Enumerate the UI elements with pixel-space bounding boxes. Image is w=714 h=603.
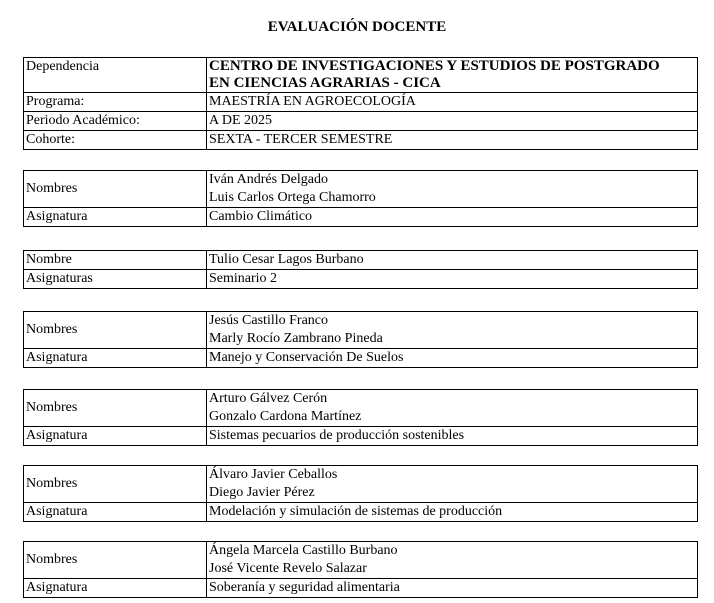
subject-row bbox=[24, 270, 698, 289]
subject-row bbox=[24, 579, 698, 598]
names-row bbox=[24, 171, 698, 208]
programa-row bbox=[24, 93, 698, 112]
names-value bbox=[207, 312, 698, 349]
teacher-name: Tulio Cesar Lagos Burbano bbox=[209, 252, 364, 267]
teacher-name: Luis Carlos Ortega Chamorro bbox=[209, 190, 376, 205]
teacher-name: Arturo Gálvez Cerón bbox=[209, 391, 328, 406]
subject-label: Asignatura bbox=[24, 208, 207, 227]
subject-value: Manejo y Conservación De Suelos bbox=[207, 349, 698, 368]
subject-value: Modelación y simulación de sistemas de producción bbox=[207, 503, 698, 522]
dependencia-label: Dependencia bbox=[24, 58, 207, 93]
subject-label: Asignatura bbox=[24, 349, 207, 368]
names-row bbox=[24, 251, 698, 270]
names-label: Nombres bbox=[24, 390, 207, 427]
names-label: Nombre bbox=[24, 251, 207, 270]
header-table bbox=[23, 57, 698, 150]
subject-row bbox=[24, 349, 698, 368]
cohorte-label: Cohorte: bbox=[24, 131, 207, 150]
periodo-row bbox=[24, 112, 698, 131]
names-value bbox=[207, 542, 698, 579]
names-row bbox=[24, 312, 698, 349]
subject-value: Cambio Climático bbox=[207, 208, 698, 227]
teacher-name: Diego Javier Pérez bbox=[209, 485, 315, 500]
teacher-name: Ángela Marcela Castillo Burbano bbox=[209, 543, 398, 558]
subject-row bbox=[24, 503, 698, 522]
teacher-name: Gonzalo Cardona Martínez bbox=[209, 409, 362, 424]
subject-row bbox=[24, 208, 698, 227]
dependencia-row bbox=[24, 58, 698, 93]
teacher-name: José Vicente Revelo Salazar bbox=[209, 561, 367, 576]
programa-label: Programa: bbox=[24, 93, 207, 112]
teacher-name: Álvaro Javier Ceballos bbox=[209, 467, 338, 482]
cohorte-value: SEXTA - TERCER SEMESTRE bbox=[207, 131, 698, 150]
names-label: Nombres bbox=[24, 171, 207, 208]
teacher-block bbox=[23, 465, 698, 522]
cohorte-row bbox=[24, 131, 698, 150]
subject-label: Asignaturas bbox=[24, 270, 207, 289]
names-label: Nombres bbox=[24, 542, 207, 579]
dependencia-value-line-1: CENTRO DE INVESTIGACIONES Y ESTUDIOS DE POSTGRADO bbox=[209, 58, 660, 74]
document-title: EVALUACIÓN DOCENTE bbox=[267, 19, 447, 35]
teacher-block bbox=[23, 311, 698, 368]
names-value bbox=[207, 390, 698, 427]
names-label: Nombres bbox=[24, 466, 207, 503]
dependencia-value-line-2: EN CIENCIAS AGRARIAS - CICA bbox=[209, 75, 441, 91]
dependencia-value bbox=[207, 58, 698, 93]
names-row bbox=[24, 542, 698, 579]
teacher-name: Iván Andrés Delgado bbox=[209, 172, 328, 187]
periodo-label: Periodo Académico: bbox=[24, 112, 207, 131]
teacher-name: Jesús Castillo Franco bbox=[209, 313, 328, 328]
subject-label: Asignatura bbox=[24, 427, 207, 446]
names-row bbox=[24, 466, 698, 503]
subject-label: Asignatura bbox=[24, 503, 207, 522]
names-value bbox=[207, 251, 698, 270]
teacher-block bbox=[23, 250, 698, 289]
teacher-block bbox=[23, 170, 698, 227]
teacher-block bbox=[23, 389, 698, 446]
names-value bbox=[207, 466, 698, 503]
teacher-block bbox=[23, 541, 698, 598]
subject-value: Soberanía y seguridad alimentaria bbox=[207, 579, 698, 598]
periodo-value: A DE 2025 bbox=[207, 112, 698, 131]
subject-row bbox=[24, 427, 698, 446]
teacher-name: Marly Rocío Zambrano Pineda bbox=[209, 331, 383, 346]
subject-value: Seminario 2 bbox=[207, 270, 698, 289]
subject-value: Sistemas pecuarios de producción sostenibles bbox=[207, 427, 698, 446]
names-value bbox=[207, 171, 698, 208]
names-label: Nombres bbox=[24, 312, 207, 349]
subject-label: Asignatura bbox=[24, 579, 207, 598]
names-row bbox=[24, 390, 698, 427]
programa-value: MAESTRÍA EN AGROECOLOGÍA bbox=[207, 93, 698, 112]
